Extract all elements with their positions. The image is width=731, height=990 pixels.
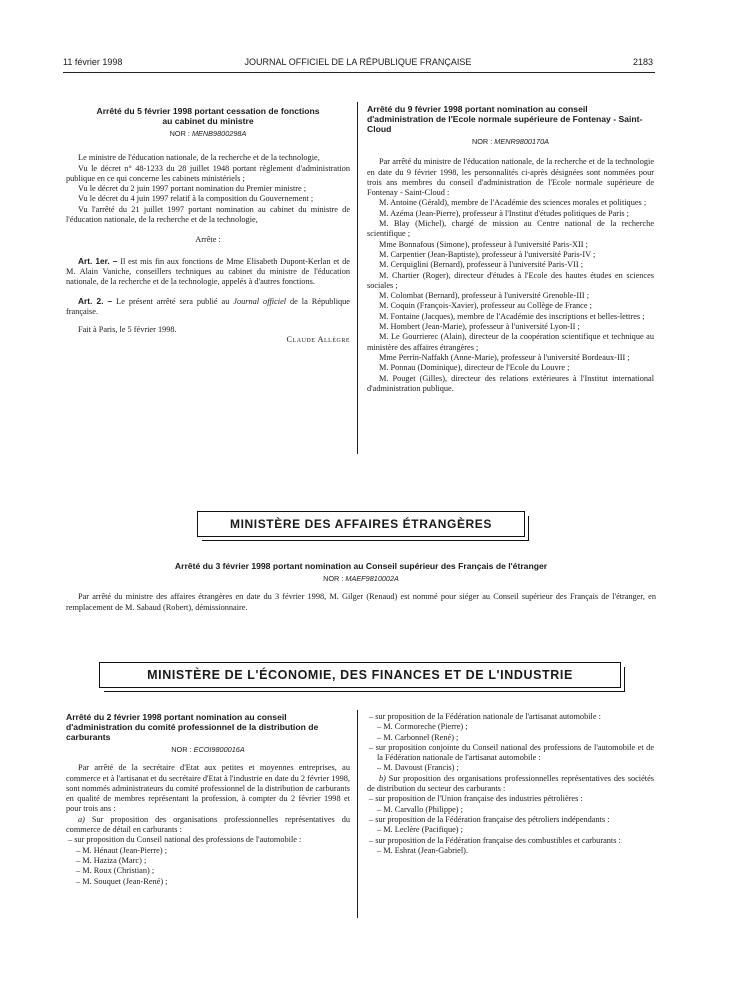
sub-proposition: – sur proposition conjointe du Conseil national des professions de l'automobile et de la Fédération nationale de l'artisanat automobile :	[369, 742, 654, 763]
member-item: M. Colombat (Bernard), professeur à l'université Grenoble-III ;	[379, 291, 590, 301]
sub-proposition: – sur proposition de la Fédération nationale de l'artisanat automobile :	[369, 712, 601, 721]
arrete-nomination-ens	[367, 104, 654, 394]
member-item: Mme Bonnafous (Simone), professeur à l'université Paris-XII ;	[379, 239, 588, 249]
column-divider-bottom	[357, 710, 358, 918]
member-item: M. Blay (Michel), chargé de mission au Centre national de la recherche scientifique ;	[367, 219, 654, 239]
member-item: M. Carpentier (Jean-Baptiste), professeur à l'université Paris-IV ;	[379, 249, 596, 259]
member-item: M. Cerquiglini (Bernard), professeur à l'université Paris-VII ;	[379, 260, 584, 270]
arrete-comite-carburants-continued	[367, 712, 654, 856]
arrete-title: Arrêté du 2 février 1998 portant nomination au conseil d'administration du comité professionnel de la distribution de carburants	[66, 712, 319, 742]
arrete-title: Arrêté du 3 février 1998 portant nomination au Conseil supérieur des Français de l'étranger	[174, 561, 548, 571]
sub-proposition: – sur proposition du Conseil national des professions de l'automobile :	[68, 835, 302, 845]
member-item: M. Coquin (François-Xavier), professeur au Collège de France ;	[379, 301, 592, 311]
arrete-title: Arrêté du 5 février 1998 portant cessation de fonctions au cabinet du ministre	[96, 106, 320, 126]
member-item: M. Ponnau (Dominique), directeur de l'Ecole du Louvre ;	[379, 363, 570, 373]
member-item: M. Pouget (Gilles), directeur des relations extérieures à l'Institut international d'administration publique.	[367, 373, 654, 393]
member-item: M. Le Gourrierec (Alain), directeur de la coopération scientifique et technique au ministère des affaires étrangères ;	[367, 332, 654, 352]
article-2: Art. 2. – Le présent arrêté sera publié au Journal officiel de la République française.	[66, 295, 350, 316]
sub-proposition: – sur proposition de la Fédération française des combustibles et carburants :	[369, 835, 621, 845]
arrete-comite-carburants	[66, 712, 350, 887]
nor-reference: NOR : MAEF9810002A	[323, 574, 399, 583]
member-item: Mme Perrin-Naffakh (Anne-Marie), professeur à l'université Bordeaux-III ;	[379, 352, 630, 362]
section-b: b) Sur proposition des organisations professionnelles représentatives des sociétés de distribution du secteur des carburants :	[367, 773, 654, 794]
sub-proposition: – sur proposition de la Fédération française des pétroliers indépendants :	[369, 814, 610, 824]
name-item: – M. Cormoreche (Pierre) ;	[377, 722, 468, 732]
header-date: 11 février 1998	[63, 57, 123, 67]
member-item: M. Azéma (Jean-Pierre), professeur à l'Institut d'études politiques de Paris ;	[379, 208, 629, 218]
fait-a-paris: Fait à Paris, le 5 février 1998.	[78, 325, 177, 335]
header-rule	[63, 72, 655, 73]
paragraph: Par arrêté du ministre des affaires étrangères en date du 3 février 1998, M. Gilger (Renaud) est nommé pour siéger au Conseil supérieur des Français de l'étranger, en remplacement de M. Sabaud (Robert), démissionnaire.	[66, 592, 656, 612]
header-page-number: 2183	[632, 57, 653, 67]
arrete-title: Arrêté du 9 février 1998 portant nomination au conseil d'administration de l'Ecole normale supérieure de Fontenay - Saint-Cloud	[367, 104, 643, 134]
paragraph: Par arrêté de la secrétaire d'Etat aux petites et moyennes entreprises, au commerce et à l'artisanat et du secrétaire d'Etat à l'industrie en date du 2 février 1998, sont nommés administrateurs du comité professionnel de la distribution de carburants en qualité de membres représentant la profession, à compter du 2 février 1998 et pour trois ans :	[66, 763, 350, 814]
ministry-heading-affaires-etrangeres: MINISTÈRE DES AFFAIRES ÉTRANGÈRES	[197, 511, 525, 537]
name-item: – M. Roux (Christian) ;	[76, 866, 155, 876]
name-item: – M. Carvallo (Philippe) ;	[377, 804, 463, 814]
paragraph: Vu l'arrêté du 21 juillet 1997 portant nomination au cabinet du ministre de l'éducation nationale, de la recherche et de la technologie,	[66, 204, 350, 225]
name-item: – M. Eshrat (Jean-Gabriel).	[377, 845, 469, 855]
ministry-heading-economie: MINISTÈRE DE L'ÉCONOMIE, DES FINANCES ET DE L'INDUSTRIE	[99, 662, 621, 688]
header-journal-title: JOURNAL OFFICIEL DE LA RÉPUBLIQUE FRANÇAISE	[244, 57, 472, 67]
name-item: – M. Carbonnel (René) ;	[377, 732, 459, 742]
paragraph: Vu le décret n° 48-1233 du 28 juillet 1948 portant règlement d'administration publique en ce qui concerne les cabinets ministériels ;	[66, 163, 350, 183]
arrete-word: Arrête :	[195, 235, 221, 245]
signature: Claude Allègre	[286, 335, 350, 345]
arrete-cessation-fonctions	[66, 106, 350, 346]
article-1: Art. 1er. – Il est mis fin aux fonctions de Mme Elisabeth Dupont-Kerlan et de M. Alain Vaniche, conseillers techniques au cabinet du ministre de l'éducation nationale, de la recherche et de la technologie, appelés à d'autres fonctions.	[66, 255, 350, 287]
column-divider-top	[357, 102, 358, 454]
name-item: – M. Hénaut (Jean-Pierre) ;	[76, 845, 168, 855]
section-a: a) Sur proposition des organisations professionnelles représentatives du commerce de détail en carburants :	[66, 814, 350, 835]
paragraph: Vu le décret du 2 juin 1997 portant nomination du Premier ministre ;	[78, 184, 307, 194]
arrete-conseil-francais-etranger	[66, 561, 656, 613]
name-item: – M. Davoust (Francis) ;	[377, 763, 459, 773]
running-header	[63, 57, 653, 71]
name-item: – M. Leclère (Pacifique) ;	[377, 825, 463, 835]
paragraph: Le ministre de l'éducation nationale, de la recherche et de la technologie,	[78, 153, 320, 163]
name-item: – M. Haziza (Marc) ;	[76, 855, 147, 865]
nor-reference: NOR : MENB9800298A	[169, 129, 247, 138]
member-item: M. Hombert (Jean-Marie), professeur à l'université Lyon-II ;	[379, 322, 580, 332]
member-item: M. Chartier (Roger), directeur d'études à l'Ecole des hautes études en sciences sociales ;	[367, 270, 654, 290]
paragraph: Vu le décret du 4 juin 1997 relatif à la composition du Gouvernement ;	[78, 194, 314, 204]
sub-proposition: – sur proposition de l'Union française des industries pétrolières :	[369, 794, 583, 804]
nor-reference: NOR : ECOI9800016A	[171, 745, 245, 754]
nor-reference: NOR : MENR9800170A	[471, 137, 550, 146]
paragraph: Par arrêté du ministre de l'éducation nationale, de la recherche et de la technologie en date du 9 février 1998, les personnalités ci-après désignées sont nommées pour trois ans membres du conseil d'administration de l'Ecole normale supérieure de Fontenay - Saint-Cloud :	[367, 157, 654, 198]
member-item: M. Antoine (Gérald), membre de l'Académie des sciences morales et politiques ;	[379, 198, 647, 208]
member-item: M. Fontaine (Jacques), membre de l'Académie des inscriptions et belles-lettres ;	[379, 311, 645, 321]
name-item: – M. Souquet (Jean-René) ;	[76, 876, 168, 886]
